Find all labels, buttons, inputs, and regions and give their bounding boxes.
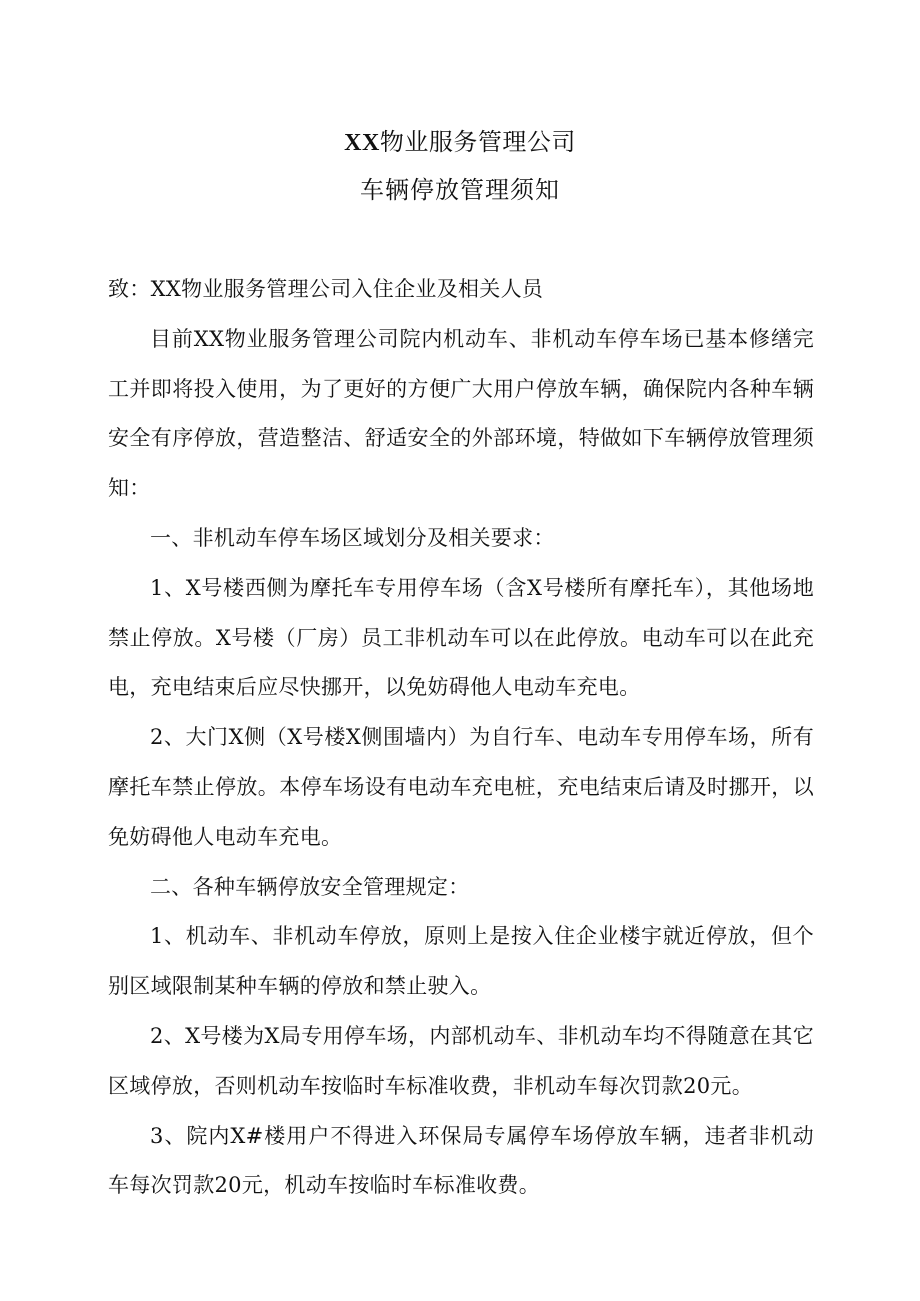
section-heading-1: 一、非机动车停车场区域划分及相关要求： bbox=[150, 525, 555, 550]
addressee-line: 致：XX物业服务管理公司入住企业及相关人员 bbox=[108, 277, 544, 301]
section-heading-2: 二、各种车辆停放安全管理规定： bbox=[150, 874, 470, 899]
document-title bbox=[0, 124, 920, 161]
rule-paragraph: 1、X号楼西侧为摩托车专用停车场（含X号楼所有摩托车），其他场地禁止停放。X号楼（厂房）员工非机动车可以在此停放。电动车可以在此充电，充电结束后应尽快挪开，以免妨碍他人电动车充电。 bbox=[108, 575, 814, 700]
document-body bbox=[108, 265, 814, 1211]
rule-paragraph: 3、院内X#楼用户不得进入环保局专属停车场停放车辆，违者非机动车每次罚款20元，机动车按临时车标准收费。 bbox=[108, 1123, 814, 1198]
rule-paragraph: 2、大门X侧（X号楼X侧围墙内）为自行车、电动车专用停车场，所有摩托车禁止停放。本停车场设有电动车充电桩，充电结束后请及时挪开，以免妨碍他人电动车充电。 bbox=[108, 725, 814, 849]
rule-paragraph: 1、机动车、非机动车停放，原则上是按入住企业楼宇就近停放，但个别区域限制某种车辆的停放和禁止驶入。 bbox=[108, 924, 814, 999]
document-subtitle: 车辆停放管理须知 bbox=[360, 176, 560, 204]
document-title-latin: XX bbox=[344, 130, 380, 156]
document-title-rest: 物业服务管理公司 bbox=[379, 128, 576, 156]
intro-paragraph: 目前XX物业服务管理公司院内机动车、非机动车停车场已基本修缮完工并即将投入使用，为了更好的方便广大用户停放车辆，确保院内各种车辆安全有序停放，营造整洁、舒适安全的外部环境，特做如下车辆停放管理须知： bbox=[108, 326, 814, 501]
rule-paragraph: 2、X号楼为X局专用停车场，内部机动车、非机动车均不得随意在其它区域停放，否则机动车按临时车标准收费，非机动车每次罚款20元。 bbox=[108, 1023, 814, 1098]
